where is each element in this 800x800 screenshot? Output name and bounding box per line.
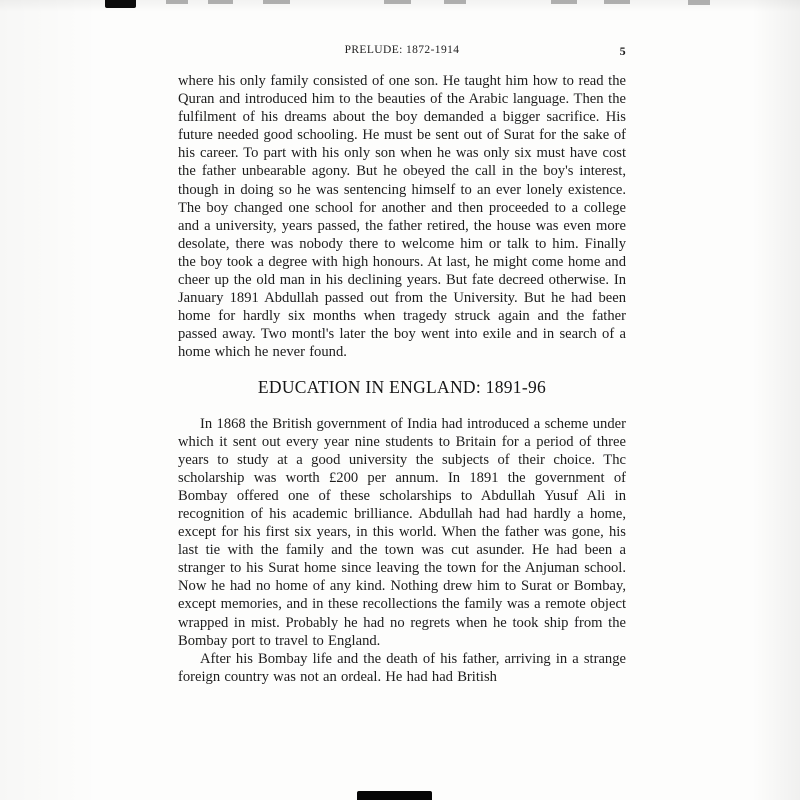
print-artifact-top-5 xyxy=(384,0,411,4)
running-title: PRELUDE: 1872-1914 xyxy=(344,44,460,56)
body-paragraph-3: After his Bombay life and the death of his father, arriving in a strange foreign country was not an ordeal. He had had British xyxy=(178,650,626,685)
scan-edge-shading-right xyxy=(752,0,800,800)
body-paragraph-2: In 1868 the British government of India had introduced a scheme under which it sent out every year nine students to Britain for a period of three years to study at a good university the subjects of their choice. Thc scholarship was worth £200 per annum. In 1891 the government of Bombay offered one of these scholarships to Abdullah Yusuf Ali in recognition of his academic brilliance. Abdullah had had hardly a home, except for his first six years, in this world. When the father was gone, his last tie with the family and the town was cut asunder. He had been a stranger to his Surat home since leaving the town for the Anjuman school. Now he had no home of any kind. Nothing drew him to Surat or Bombay, except memories, and in these recollections the family was a remote object wrapped in mist. Probably he had no regrets when he took ship from the Bombay port to travel to England. xyxy=(178,415,626,649)
print-artifact-top-6 xyxy=(444,0,466,4)
section-heading: EDUCATION IN ENGLAND: 1891-96 xyxy=(257,376,547,397)
print-artifact-bottom xyxy=(357,791,432,800)
running-header xyxy=(178,44,626,56)
print-artifact-top-4 xyxy=(263,0,290,4)
body-paragraph-1: where his only family consisted of one son. He taught him how to read the Quran and introduced him to the beauties of the Arabic language. Then the fulfilment of his dreams about the boy demanded a bigger sacrifice. His future needed good schooling. He must be sent out of Surat for the sake of his career. To part with his only son when he was only six must have cost the father unbearable agony. But he obeyed the call in the boy's interest, though in doing so he was sentencing himself to an ever lonely existence. The boy changed one school for another and then proceeded to a college and a university, years passed, the father retired, the house was even more desolate, there was nobody there to welcome him or talk to him. Finally the boy took a degree with high honours. At last, he might come home and cheer up the old man in his declining years. But fate decreed otherwise. In January 1891 Abdullah passed out from the University. But he had been home for hardly six months when tragedy struck again and the father passed away. Two montl's later the boy went into exile and in search of a home which he never found. xyxy=(178,73,626,361)
page-number: 5 xyxy=(619,44,626,58)
print-artifact-top-3 xyxy=(208,0,233,4)
scan-edge-shading-left xyxy=(0,0,100,800)
print-artifact-top-9 xyxy=(688,0,710,5)
print-artifact-top-2 xyxy=(166,0,188,4)
text-block xyxy=(178,72,626,686)
print-artifact-top-1 xyxy=(105,0,136,8)
print-artifact-top-8 xyxy=(604,0,630,4)
print-artifact-top-7 xyxy=(551,0,577,4)
